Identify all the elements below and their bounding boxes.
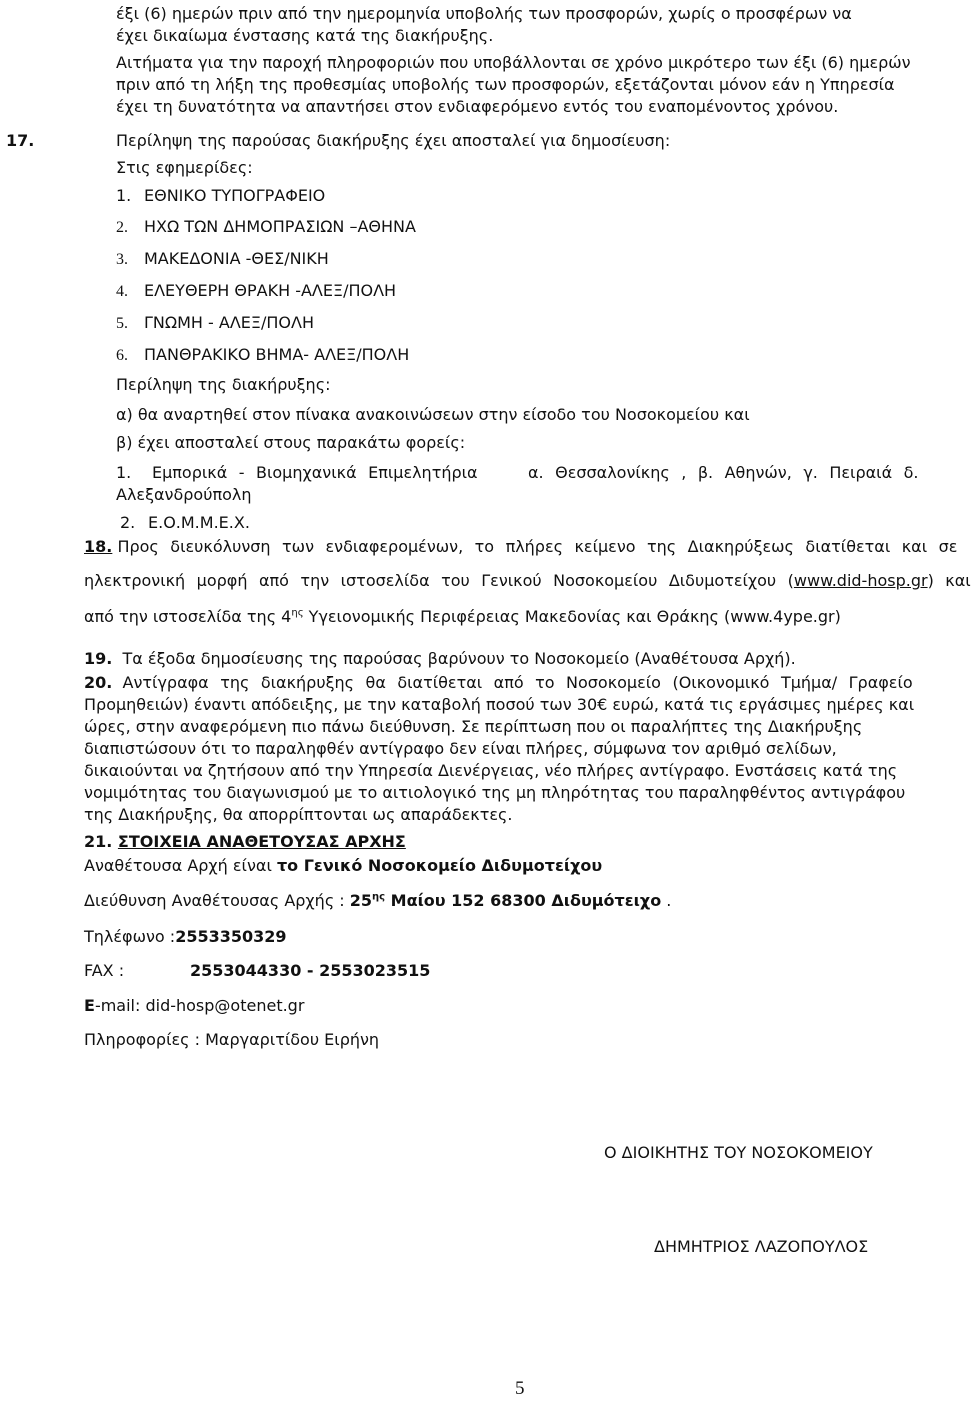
intro-line-2: έχει δικαίωμα ένστασης κατά της διακήρυξης. xyxy=(116,26,494,45)
page-number: 5 xyxy=(515,1378,525,1399)
section-21-heading: 21. ΣΤΟΙΧΕΙΑ ΑΝΑΘΕΤΟΥΣΑΣ ΑΡΧΗΣ xyxy=(84,832,406,851)
body-item-1-cont: Αλεξανδρούπολη xyxy=(116,485,252,504)
fax-label: FAX : xyxy=(84,961,125,980)
intro-line-1: έξι (6) ημερών πριν από την ημερομηνία υποβολής των προσφορών, χωρίς ο προσφέρων να xyxy=(116,4,852,23)
body-item-1-cities: α. Θεσσαλονίκης , β. Αθηνών, γ. Πειραιά δ. xyxy=(528,463,919,482)
phone-line: Τηλέφωνο :2553350329 xyxy=(84,927,287,946)
section-20-line-1: 20. Αντίγραφα της διακήρυξης θα διατίθεται από το Νοσοκομείο (Οικονομικό Τμήμα/ Γραφείο xyxy=(84,673,913,692)
website-link[interactable]: www.did-hosp.gr xyxy=(793,571,928,590)
newspaper-item: 6. ΠΑΝΘΡΑΚΙΚΟ ΒΗΜΑ- ΑΛΕΞ/ΠΟΛΗ xyxy=(116,345,410,364)
section-20-line-5: δικαιούνται να ζητήσουν από την Υπηρεσία Διενέργειας, νέο πλήρες αντίγραφο. Ενστάσεις κατά της xyxy=(84,761,898,780)
section-20-line-6: νομιμότητας του διαγωνισμού με το αιτιολογικό της μη πληρότητας του παραληφθέντος αντιγράφου xyxy=(84,783,906,802)
info-line: Πληροφορίες : Μαργαριτίδου Ειρήνη xyxy=(84,1030,380,1049)
body-item-1: 1. Εμπορικά - Βιομηχανικά Επιμελητήρια xyxy=(116,463,478,482)
section-17-heading: Περίληψη της παρούσας διακήρυξης έχει αποσταλεί για δημοσίευση: xyxy=(116,131,671,150)
section-18-line-3: από την ιστοσελίδα της $4^{\eta\varsigma}$ Υγειονομικής Περιφέρειας Μακεδονίας και Θράκης (www.4ype.gr) xyxy=(84,607,841,626)
intro-para-line-2: πριν από τη λήξη της προθεσμίας υποβολής των προσφορών, εξετάζονται μόνον εάν η Υπηρεσία xyxy=(116,75,895,94)
body-item-2: 2. Ε.Ο.Μ.Μ.Ε.Χ. xyxy=(120,513,250,532)
summary-label: Περίληψη της διακήρυξης: xyxy=(116,375,331,394)
intro-para-line-1: Αιτήματα για την παροχή πληροφοριών που υποβάλλονται σε χρόνο μικρότερο των έξι (6) ημερών xyxy=(116,53,911,72)
section-18-line-1: 18. Προς διευκόλυνση των ενδιαφερομένων, το πλήρες κείμενο της Διακηρύξεως διατίθεται και σε xyxy=(84,537,958,556)
section-20-line-3: ώρες, στην αναφερόμενη πιο πάνω διεύθυνση. Σε περίπτωση που οι παραλήπτες της Διακήρυξης xyxy=(84,717,863,736)
newspaper-item: 2. ΗΧΩ ΤΩΝ ΔΗΜΟΠΡΑΣΙΩΝ –ΑΘΗΝΑ xyxy=(116,217,416,236)
address-line: Διεύθυνση Αναθέτουσας Αρχής : $25^{\eta\varsigma}$ Μαίου 152 68300 Διδυμότειχο . xyxy=(84,891,672,910)
authority-line: Αναθέτουσα Αρχή είναι το Γενικό Νοσοκομείο Διδυμοτείχου xyxy=(84,856,603,875)
newspaper-item: 1. ΕΘΝΙΚΟ ΤΥΠΟΓΡΑΦΕΙΟ xyxy=(116,186,326,205)
summary-item-b: β) έχει αποσταλεί στους παρακάτω φορείς: xyxy=(116,433,466,452)
newspaper-item: 3. ΜΑΚΕΔΟΝΙΑ -ΘΕΣ/ΝΙΚΗ xyxy=(116,249,329,268)
newspaper-item: 4. ΕΛΕΥΘΕΡΗ ΘΡΑΚΗ -ΑΛΕΞ/ΠΟΛΗ xyxy=(116,281,397,300)
email-line: E-mail: did-hosp@otenet.gr xyxy=(84,996,305,1015)
fax-number: 2553044330 - 2553023515 xyxy=(190,961,431,980)
section-18-line-2: ηλεκτρονική μορφή από την ιστοσελίδα του Γενικού Νοσοκομείου Διδυμοτείχου (www.did-hosp.gr) και xyxy=(84,571,971,590)
summary-item-a: α) θα αναρτηθεί στον πίνακα ανακοινώσεων στην είσοδο του Νοσοκομείου και xyxy=(116,405,750,424)
section-19: 19. Τα έξοδα δημοσίευσης της παρούσας βαρύνουν το Νοσοκομείο (Αναθέτουσα Αρχή). xyxy=(84,649,796,668)
section-20-line-7: της Διακήρυξης, θα απορρίπτονται ως απαράδεκτες. xyxy=(84,805,513,824)
newspaper-item: 5. ΓΝΩΜΗ - ΑΛΕΞ/ΠΟΛΗ xyxy=(116,313,314,332)
intro-para-line-3: έχει τη δυνατότητα να απαντήσει στον ενδιαφερόμενο εντός του εναπομένοντος χρόνου. xyxy=(116,97,839,116)
section-20-line-4: διαπιστώσουν ότι το παραληφθέν αντίγραφο δεν είναι πλήρες, σύμφωνα τον αριθμό σελίδων, xyxy=(84,739,837,758)
section-20-line-2: Προμηθειών) έναντι απόδειξης, με την καταβολή ποσού των 30€ ευρώ, κατά τις εργάσιμες ημέρες και xyxy=(84,695,915,714)
signature-title: Ο ΔΙΟΙΚΗΤΗΣ ΤΟΥ ΝΟΣΟΚΟΜΕΙΟΥ xyxy=(604,1143,873,1162)
signature-name: ΔΗΜΗΤΡΙΟΣ ΛΑΖΟΠΟΥΛΟΣ xyxy=(654,1237,869,1256)
email-address[interactable]: did-hosp@otenet.gr xyxy=(145,996,305,1015)
section-17-number: 17. xyxy=(6,131,35,150)
newspapers-label: Στις εφημερίδες: xyxy=(116,158,253,177)
